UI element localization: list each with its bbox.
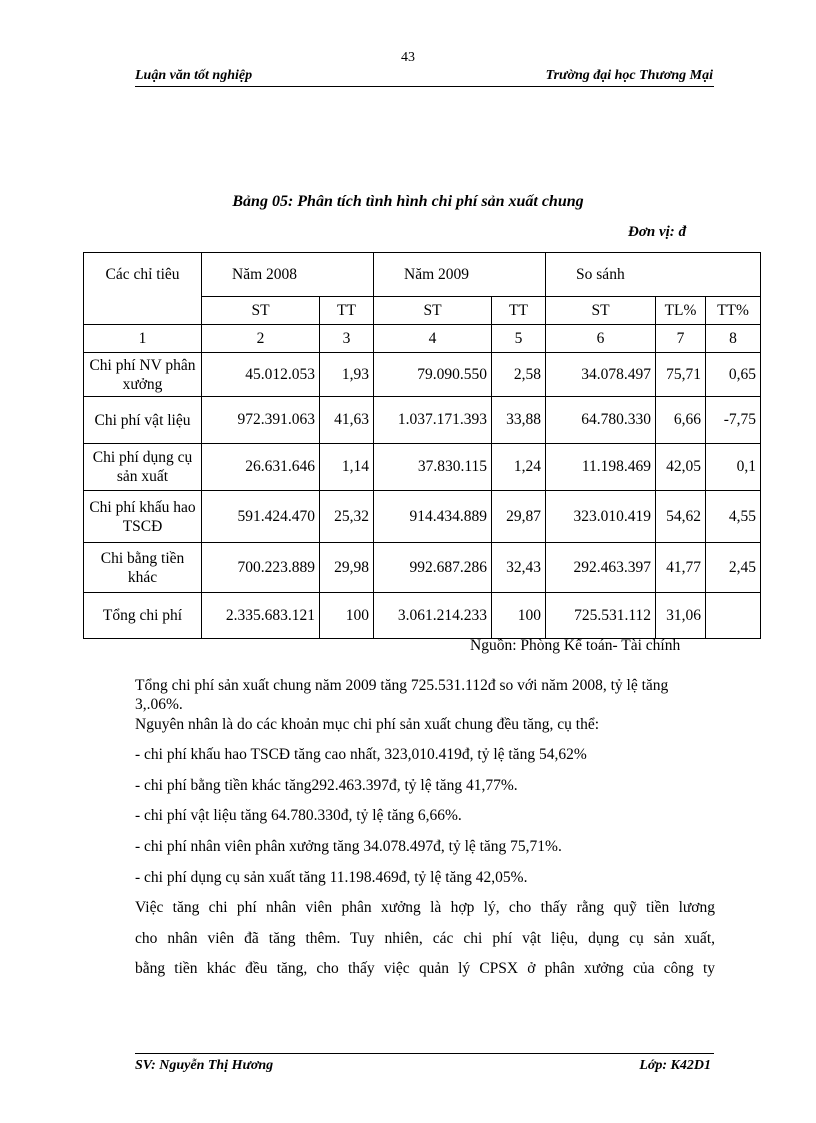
bullet-depreciation: - chi phí khấu hao TSCĐ tăng cao nhất, 323,010.419đ, tỷ lệ tăng 54,62%: [135, 746, 587, 763]
cell-st-diff: 34.078.497: [546, 353, 656, 397]
cell-st-diff: 11.198.469: [546, 444, 656, 491]
header-tt-2008: TT: [320, 297, 374, 325]
paragraph-line-3: bằng tiền khác đều tăng, cho thấy việc quản lý CPSX ở phân xưởng của công ty: [135, 960, 715, 977]
cell-tt-2008: 25,32: [320, 491, 374, 543]
cell-st-2008: 45.012.053: [202, 353, 320, 397]
paragraph-total: Tổng chi phí sản xuất chung năm 2009 tăng 725.531.112đ so với năm 2008, tỷ lệ tăng 3,.06%.: [135, 677, 669, 713]
cell-tt: 2,45: [706, 543, 761, 593]
header-year-2008: Năm 2008: [202, 253, 374, 297]
header-year-2009: Năm 2009: [374, 253, 546, 297]
header-tt-2009: TT: [492, 297, 546, 325]
cell-st-2009: 1.037.171.393: [374, 397, 492, 444]
footer-student: SV: Nguyễn Thị Hương: [135, 1058, 274, 1073]
cell-st-2008: 2.335.683.121: [202, 593, 320, 639]
total-row: [84, 593, 761, 639]
header-row-1: [84, 253, 761, 297]
index-row: [84, 325, 761, 353]
header-st-diff: ST: [546, 297, 656, 325]
cell-st-diff: 292.463.397: [546, 543, 656, 593]
cell-st-2008: 26.631.646: [202, 444, 320, 491]
table-row: [84, 353, 761, 397]
cell-tt-2008: 1,93: [320, 353, 374, 397]
bullet-staff: - chi phí nhân viên phân xưởng tăng 34.078.497đ, tỷ lệ tăng 75,71%.: [135, 838, 562, 855]
cell-st-2009: 992.687.286: [374, 543, 492, 593]
header-indicator: Các chỉ tiêu: [84, 253, 202, 325]
cell-tt-2009: 33,88: [492, 397, 546, 444]
cell-st-2008: 591.424.470: [202, 491, 320, 543]
header-right: Trường đại học Thương Mại: [545, 68, 713, 83]
cell-tt-2009: 2,58: [492, 353, 546, 397]
cell-tt-2008: 100: [320, 593, 374, 639]
cell-st-2009: 3.061.214.233: [374, 593, 492, 639]
table-row: [84, 491, 761, 543]
table-row: [84, 444, 761, 491]
footer-class: Lớp: K42D1: [639, 1058, 711, 1073]
header-st-2009: ST: [374, 297, 492, 325]
cell-tt-2009: 1,24: [492, 444, 546, 491]
page-number: 43: [401, 50, 415, 65]
cell-tt: -7,75: [706, 397, 761, 444]
paragraph-line-2: cho nhân viên đã tăng thêm. Tuy nhiên, các chi phí vật liệu, dụng cụ sản xuất,: [135, 930, 715, 947]
table-title: Bảng 05: Phân tích tình hình chi phí sản xuất chung: [232, 193, 584, 210]
cell-st-diff: 725.531.112: [546, 593, 656, 639]
index-cell: 7: [656, 325, 706, 353]
cell-tt-2008: 41,63: [320, 397, 374, 444]
table-row: [84, 397, 761, 444]
source-note: Nguồn: Phòng Kế toán- Tài chính: [470, 637, 681, 654]
cell-st-diff: 64.780.330: [546, 397, 656, 444]
row-label: Chi phí khấu hao TSCĐ: [84, 491, 202, 543]
index-cell: 4: [374, 325, 492, 353]
cell-st-2008: 972.391.063: [202, 397, 320, 444]
cost-analysis-table: [83, 252, 761, 639]
cell-tt: 0,1: [706, 444, 761, 491]
cell-tl: 41,77: [656, 543, 706, 593]
index-cell: 6: [546, 325, 656, 353]
cell-tt: 0,65: [706, 353, 761, 397]
row-label: Chi bằng tiền khác: [84, 543, 202, 593]
cell-st-2009: 914.434.889: [374, 491, 492, 543]
cell-tt: [706, 593, 761, 639]
unit-label: Đơn vị: đ: [628, 224, 687, 240]
row-label: Chi phí NV phân xưởng: [84, 353, 202, 397]
paragraph-reason: Nguyên nhân là do các khoản mục chi phí sản xuất chung đều tăng, cụ thể:: [135, 716, 600, 733]
cell-tt-2009: 29,87: [492, 491, 546, 543]
table-row: [84, 543, 761, 593]
cell-tt-2008: 29,98: [320, 543, 374, 593]
header-tl-pct: TL%: [656, 297, 706, 325]
cell-st-2008: 700.223.889: [202, 543, 320, 593]
cell-tt: 4,55: [706, 491, 761, 543]
index-cell: 5: [492, 325, 546, 353]
index-cell: 3: [320, 325, 374, 353]
paragraph-line-1: Việc tăng chi phí nhân viên phân xưởng là hợp lý, cho thấy rằng quỹ tiền lương: [135, 899, 715, 916]
footer-divider: [135, 1053, 714, 1054]
cell-st-diff: 323.010.419: [546, 491, 656, 543]
bullet-other-cash: - chi phí bằng tiền khác tăng292.463.397đ, tỷ lệ tăng 41,77%.: [135, 777, 518, 794]
cell-st-2009: 37.830.115: [374, 444, 492, 491]
cell-tl: 75,71: [656, 353, 706, 397]
index-cell: 2: [202, 325, 320, 353]
index-cell: 1: [84, 325, 202, 353]
header-tt-pct: TT%: [706, 297, 761, 325]
header-divider: [135, 86, 714, 87]
cell-tl: 31,06: [656, 593, 706, 639]
cell-tl: 6,66: [656, 397, 706, 444]
cell-tl: 54,62: [656, 491, 706, 543]
bullet-tools: - chi phí dụng cụ sản xuất tăng 11.198.469đ, tỷ lệ tăng 42,05%.: [135, 869, 528, 886]
cell-tt-2009: 32,43: [492, 543, 546, 593]
header-left: Luận văn tốt nghiệp: [135, 68, 253, 83]
bullet-materials: - chi phí vật liệu tăng 64.780.330đ, tỷ lệ tăng 6,66%.: [135, 807, 462, 824]
header-compare: So sánh: [546, 253, 761, 297]
row-label: Tổng chi phí: [84, 593, 202, 639]
index-cell: 8: [706, 325, 761, 353]
header-st-2008: ST: [202, 297, 320, 325]
row-label: Chi phí vật liệu: [84, 397, 202, 444]
cell-st-2009: 79.090.550: [374, 353, 492, 397]
cell-tl: 42,05: [656, 444, 706, 491]
row-label: Chi phí dụng cụ sản xuất: [84, 444, 202, 491]
cell-tt-2008: 1,14: [320, 444, 374, 491]
cell-tt-2009: 100: [492, 593, 546, 639]
